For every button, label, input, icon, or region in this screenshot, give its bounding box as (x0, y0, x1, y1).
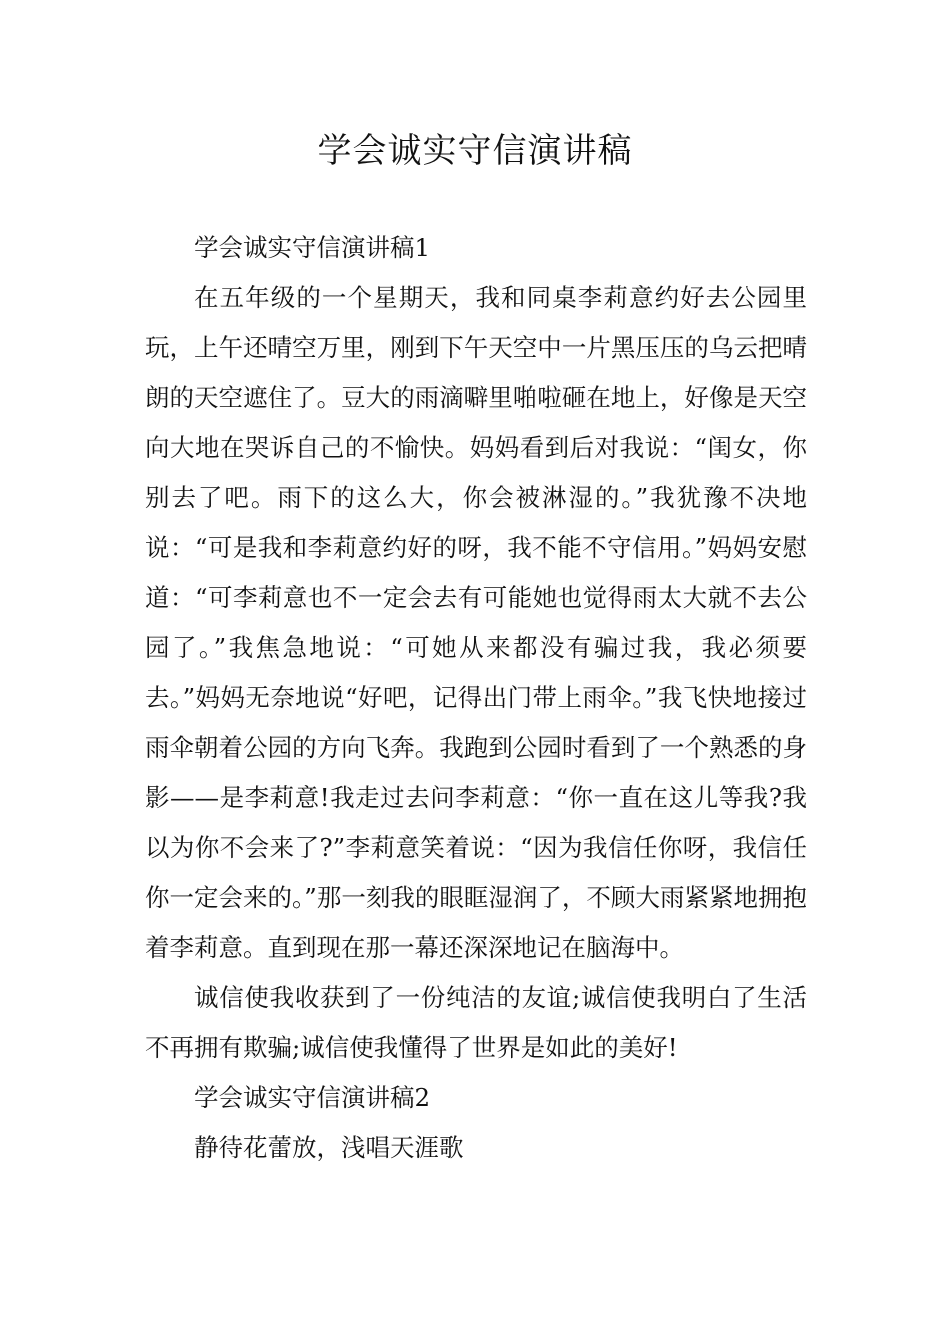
story-paragraph: 在五年级的一个星期天，我和同桌李莉意约好去公园里玩，上午还晴空万里，刚到下午天空中一片黑压压的乌云把晴朗的天空遮住了。豆大的雨滴噼里啪啦砸在地上，好像是天空向大地在哭诉自己的不愉快。妈妈看到后对我说：“闺女，你别去了吧。雨下的这么大，你会被淋湿的。”我犹豫不决地说：“可是我和李莉意约好的呀，我不能不守信用。”妈妈安慰道：“可李莉意也不一定会去有可能她也觉得雨太大就不去公园了。”我焦急地说：“可她从来都没有骗过我，我必须要去。”妈妈无奈地说“好吧，记得出门带上雨伞。”我飞快地接过雨伞朝着公园的方向飞奔。我跑到公园时看到了一个熟悉的身影——是李莉意!我走过去问李莉意：“你一直在这儿等我?我以为你不会来了?”李莉意笑着说：“因为我信任你呀，我信任你一定会来的。”那一刻我的眼眶湿润了，不顾大雨紧紧地拥抱着李莉意。直到现在那一幕还深深地记在脑海中。 (145, 283, 807, 962)
document-body (145, 223, 807, 1173)
document-title: 学会诚实守信演讲稿 (317, 131, 633, 171)
section-heading-2: 学会诚实守信演讲稿2 (194, 1083, 431, 1112)
subtitle-paragraph: 静待花蕾放，浅唱天涯歌 (194, 1133, 464, 1162)
section-heading-1: 学会诚实守信演讲稿1 (194, 233, 431, 262)
conclusion-paragraph: 诚信使我收获到了一份纯洁的友谊;诚信使我明白了生活不再拥有欺骗;诚信使我懂得了世界是如此的美好! (145, 983, 807, 1062)
